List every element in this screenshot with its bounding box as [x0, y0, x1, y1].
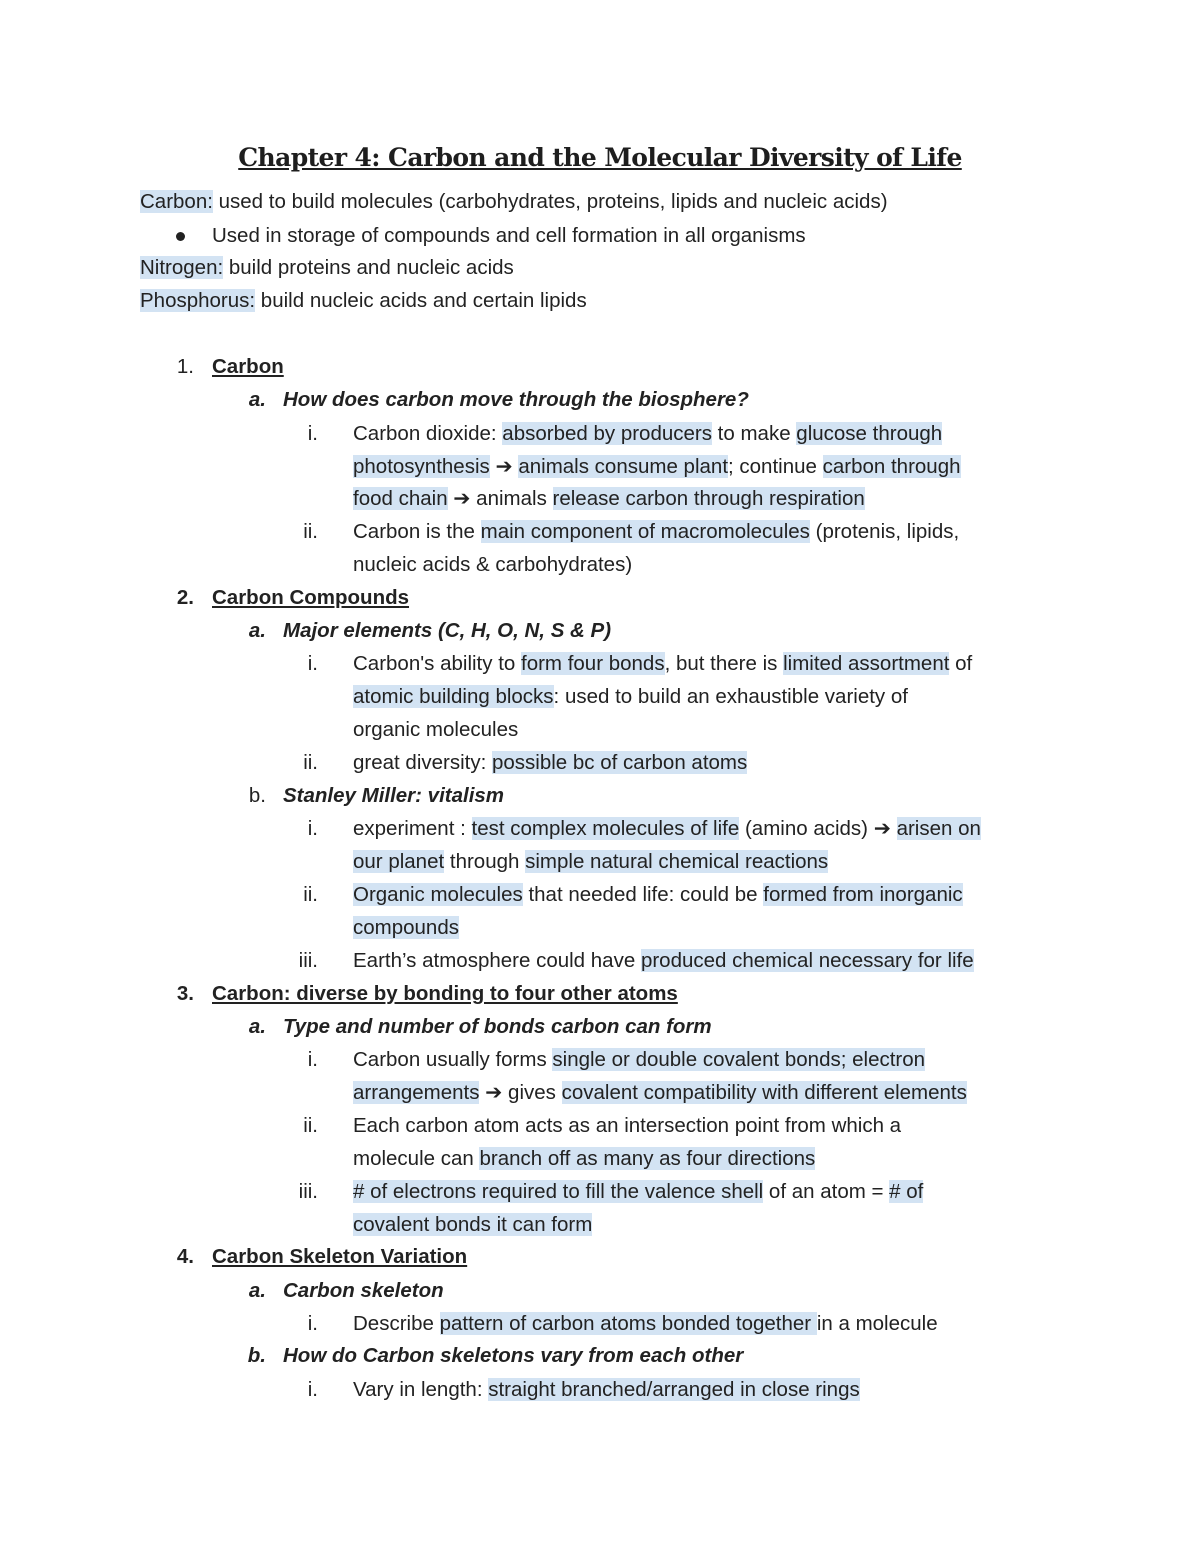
highlight: carbon through: [822, 455, 961, 478]
text-run: Carbon dioxide:: [353, 422, 503, 445]
subsection-heading: Major elements (C, H, O, N, S & P): [283, 619, 612, 642]
highlight: possible bc of carbon atoms: [492, 751, 748, 774]
list-marker: ii.: [303, 883, 318, 906]
highlight: arrangements: [353, 1081, 480, 1104]
text-run: Describe: [353, 1312, 440, 1335]
list-number: 4.: [176, 1245, 194, 1268]
text-run: of: [949, 652, 973, 675]
highlight: our planet: [353, 850, 445, 873]
list-number: 1.: [176, 355, 194, 378]
term-nitrogen: Nitrogen:: [140, 256, 224, 279]
text-run: that needed life: could be: [522, 883, 764, 906]
subsection-heading: Carbon skeleton: [283, 1279, 444, 1302]
list-marker: a.: [248, 1279, 266, 1302]
highlight: glucose through: [796, 422, 943, 445]
intro-phosphorus-line: [140, 286, 587, 316]
list-item-continuation: organic molecules: [353, 718, 519, 741]
definition-text: build proteins and nucleic acids: [223, 256, 514, 279]
list-marker: ii.: [303, 1114, 318, 1137]
highlight: covalent compatibility with different elements: [561, 1081, 967, 1104]
text-run: Vary in length:: [353, 1378, 489, 1401]
list-item-continuation: nucleic acids & carbohydrates): [353, 553, 633, 576]
highlight: covalent bonds it can form: [353, 1213, 593, 1236]
section-heading: Carbon Compounds: [212, 586, 410, 609]
highlight: food chain: [353, 487, 448, 510]
highlight: atomic building blocks: [353, 685, 554, 708]
list-item: [353, 814, 981, 844]
highlight: animals consume plant: [518, 455, 729, 478]
text-run: great diversity:: [353, 751, 492, 774]
list-marker: b.: [247, 1344, 266, 1367]
text-run: ➔ animals: [447, 487, 553, 510]
list-item: [353, 880, 963, 910]
text-run: through: [444, 850, 526, 873]
list-marker: ii.: [303, 751, 318, 774]
list-marker: ii.: [303, 520, 318, 543]
list-marker: a.: [248, 619, 266, 642]
text-run: ; continue: [728, 455, 823, 478]
highlight: # of electrons required to fill the valence shell: [353, 1180, 764, 1203]
section-heading: Carbon Skeleton Variation: [212, 1245, 468, 1268]
list-item-continuation: [353, 484, 865, 514]
list-marker: i.: [307, 1312, 318, 1335]
highlight: branch off as many as four directions: [479, 1147, 816, 1170]
highlight: Organic molecules: [353, 883, 523, 906]
term-phosphorus: Phosphorus:: [140, 289, 256, 312]
subsection-heading: How does carbon move through the biosphere?: [283, 388, 749, 411]
text-run: Carbon usually forms: [353, 1048, 553, 1071]
list-marker: a.: [248, 388, 266, 411]
bullet-dot-icon: [176, 232, 185, 241]
list-item: [353, 649, 972, 679]
highlight: produced chemical necessary for life: [640, 949, 974, 972]
intro-carbon-line: [140, 187, 888, 217]
text-run: to make: [711, 422, 797, 445]
list-marker: i.: [307, 1378, 318, 1401]
highlight: straight branched/arranged in close rings: [488, 1378, 860, 1401]
subsection-heading: Stanley Miller: vitalism: [283, 784, 505, 807]
list-marker: i.: [307, 817, 318, 840]
list-item: [353, 946, 974, 976]
list-marker: iii.: [298, 1180, 318, 1203]
list-item: [353, 1177, 923, 1207]
list-item-continuation: [353, 1078, 967, 1108]
definition-text: used to build molecules (carbohydrates, proteins, lipids and nucleic acids): [212, 190, 888, 213]
list-item: [353, 1309, 938, 1339]
text-run: experiment :: [353, 817, 472, 840]
definition-text: build nucleic acids and certain lipids: [255, 289, 587, 312]
highlight: release carbon through respiration: [552, 487, 865, 510]
intro-nitrogen-line: [140, 253, 514, 283]
highlight: main component of macromolecules: [480, 520, 810, 543]
text-run: Carbon's ability to: [353, 652, 521, 675]
highlight: photosynthesis: [353, 455, 490, 478]
intro-carbon-bullet: Used in storage of compounds and cell formation in all organisms: [212, 224, 806, 247]
text-run: , but there is: [664, 652, 784, 675]
section-heading: Carbon: [212, 355, 284, 378]
list-marker: i.: [307, 1048, 318, 1071]
highlight: compounds: [353, 916, 459, 939]
text-run: in a molecule: [816, 1312, 938, 1335]
highlight: form four bonds: [521, 652, 665, 675]
list-item-continuation: [353, 1144, 815, 1174]
text-run: molecule can: [353, 1147, 480, 1170]
highlight: single or double covalent bonds; electron: [552, 1048, 926, 1071]
list-item: [353, 1375, 860, 1405]
highlight: limited assortment: [783, 652, 950, 675]
list-item: [353, 419, 942, 449]
list-item-continuation: [353, 452, 961, 482]
list-marker: i.: [307, 422, 318, 445]
highlight: pattern of carbon atoms bonded together: [439, 1312, 817, 1335]
list-marker: a.: [248, 1015, 266, 1038]
text-run: Earth’s atmosphere could have: [353, 949, 641, 972]
highlight: test complex molecules of life: [471, 817, 740, 840]
list-item-continuation: [353, 847, 828, 877]
subsection-heading: How do Carbon skeletons vary from each other: [283, 1344, 744, 1367]
list-marker: b.: [248, 784, 266, 807]
list-number: 2.: [176, 586, 194, 609]
text-run: (amino acids) ➔: [739, 817, 897, 840]
list-item: [353, 517, 959, 547]
arrow-icon: ➔: [489, 455, 519, 478]
list-item-continuation: [353, 682, 908, 712]
highlight: formed from inorganic: [763, 883, 963, 906]
text-run: of an atom =: [763, 1180, 890, 1203]
list-number: 3.: [176, 982, 194, 1005]
text-run: ➔ gives: [479, 1081, 562, 1104]
list-marker: i.: [307, 652, 318, 675]
list-item: [353, 1045, 925, 1075]
list-marker: iii.: [298, 949, 318, 972]
text-run: (protenis, lipids,: [809, 520, 960, 543]
highlight: # of: [889, 1180, 924, 1203]
subsection-heading: Type and number of bonds carbon can form: [283, 1015, 712, 1038]
section-heading: Carbon: diverse by bonding to four other atoms: [212, 982, 678, 1005]
text-run: Carbon is the: [353, 520, 481, 543]
list-item: [353, 748, 747, 778]
highlight: absorbed by producers: [502, 422, 712, 445]
list-item-continuation: [353, 1210, 592, 1240]
highlight: arisen on: [896, 817, 981, 840]
text-run: : used to build an exhaustible variety of: [553, 685, 908, 708]
list-item-continuation: [353, 913, 459, 943]
list-item: Each carbon atom acts as an intersection point from which a: [353, 1114, 902, 1137]
page-title: Chapter 4: Carbon and the Molecular Diversity of Life: [238, 143, 962, 172]
term-carbon: Carbon:: [140, 190, 213, 213]
highlight: simple natural chemical reactions: [525, 850, 829, 873]
